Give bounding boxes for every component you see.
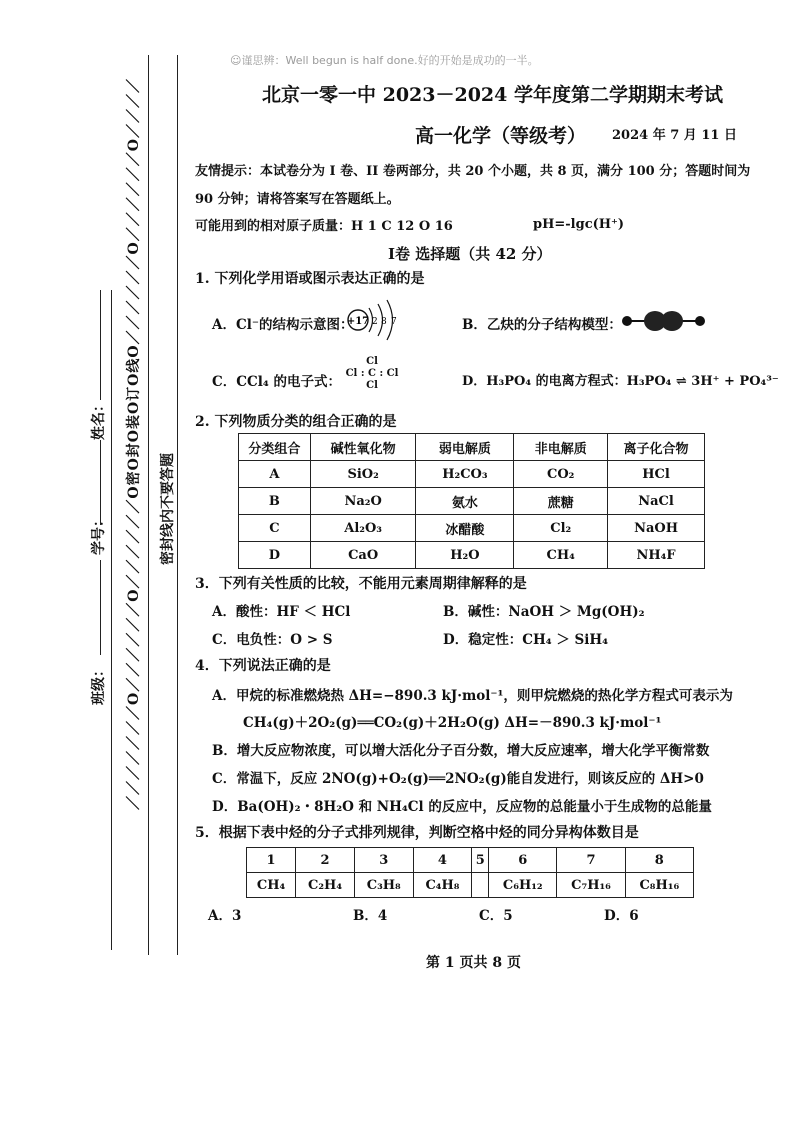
margin-line-middle bbox=[148, 55, 149, 955]
q5-option-d: D．6 bbox=[604, 908, 639, 924]
table-cell: SiO₂ bbox=[310, 461, 416, 488]
exam-title: 北京一零一中 2023－2024 学年度第二学期期末考试 bbox=[262, 84, 723, 106]
table-row bbox=[239, 515, 705, 542]
margin-line-right bbox=[177, 55, 178, 955]
watermark: ☺谨思辨：Well begun is half done.好的开始是成功的一半。 bbox=[230, 54, 539, 67]
q1-stem: 1. 下列化学用语或图示表达正确的是 bbox=[195, 271, 425, 287]
table-cell: A bbox=[239, 461, 311, 488]
table-header-cell: 分类组合 bbox=[239, 434, 311, 461]
student-no-label: 学号： bbox=[91, 513, 107, 555]
q5-option-a: A．3 bbox=[208, 908, 242, 924]
shell-2-count: 8 bbox=[381, 317, 387, 327]
tips-line-2: 90 分钟；请将答案写在答题纸上。 bbox=[195, 192, 400, 207]
table-cell: H₂O bbox=[416, 542, 514, 569]
table-cell: H₂CO₃ bbox=[416, 461, 514, 488]
ccl4-bottom-cl: Cl bbox=[366, 380, 378, 391]
acetylene-model-icon bbox=[620, 308, 708, 334]
atomic-mass-note: 可能用到的相对原子质量：H 1 C 12 O 16 bbox=[195, 219, 453, 234]
table-cell: 7 bbox=[557, 848, 625, 873]
name-label: 姓名： bbox=[91, 398, 107, 440]
seal-line-text: ／／／／／／／O／／／／／／O／／／／／／O密O封O装O订O线O／／／／／／O／／／／／／O／／／／ bbox=[126, 78, 142, 810]
q4-option-a-line-1: A．甲烷的标准燃烧热 ΔH=−890.3 kJ·mol⁻¹，则甲烷燃烧的热化学方程式可表示为 bbox=[212, 688, 733, 704]
chloride-structure-diagram bbox=[345, 298, 405, 342]
ccl4-middle: Cl : C : Cl bbox=[345, 368, 399, 379]
table-cell: B bbox=[239, 488, 311, 515]
section-title: I卷 选择题（共 42 分） bbox=[388, 245, 552, 263]
table-row bbox=[239, 488, 705, 515]
table-header-cell: 弱电解质 bbox=[416, 434, 514, 461]
q4-option-d: D．Ba(OH)₂・8H₂O 和 NH₄Cl 的反应中，反应物的总能量小于生成物的总能量 bbox=[212, 799, 712, 815]
table-cell: C bbox=[239, 515, 311, 542]
q1-option-b: B．乙炔的分子结构模型： bbox=[462, 317, 622, 333]
q5-option-b: B．4 bbox=[353, 908, 388, 924]
table-cell: 5 bbox=[472, 848, 489, 873]
nucleus-charge: +17 bbox=[346, 316, 370, 327]
q4-option-c: C．常温下，反应 2NO(g)+O₂(g)══2NO₂(g)能自发进行，则该反应的 ΔH>0 bbox=[212, 771, 704, 787]
q1-option-d: D．H₃PO₄ 的电离方程式：H₃PO₄ ⇌ 3H⁺ + PO₄³⁻ bbox=[462, 374, 779, 389]
q5-option-c: C．5 bbox=[479, 908, 513, 924]
ph-formula: pH=-lgc(H⁺) bbox=[533, 217, 625, 232]
exam-subtitle: 高一化学（等级考） bbox=[415, 125, 587, 147]
shell-1-count: 2 bbox=[372, 317, 378, 327]
table-cell: HCl bbox=[608, 461, 705, 488]
table-cell: NH₄F bbox=[608, 542, 705, 569]
table-cell: C₂H₄ bbox=[296, 873, 355, 898]
table-cell: 1 bbox=[247, 848, 296, 873]
table-cell: CH₄ bbox=[247, 873, 296, 898]
q3-option-a: A．酸性：HF ＜ HCl bbox=[212, 604, 351, 620]
table-cell: 3 bbox=[354, 848, 413, 873]
table-cell-blank bbox=[472, 873, 489, 898]
table-cell: 蔗糖 bbox=[514, 488, 608, 515]
exam-date: 2024 年 7 月 11 日 bbox=[612, 128, 737, 143]
table-cell: C₇H₁₆ bbox=[557, 873, 625, 898]
table-row bbox=[247, 848, 694, 873]
no-answer-notice: 密封线内不要答题 bbox=[160, 453, 176, 565]
ccl4-electron-formula bbox=[345, 356, 399, 392]
hydrocarbon-table bbox=[246, 847, 694, 898]
table-cell: CO₂ bbox=[514, 461, 608, 488]
classification-table bbox=[238, 433, 705, 569]
table-header-cell: 碱性氧化物 bbox=[310, 434, 416, 461]
q3-stem: 3．下列有关性质的比较，不能用元素周期律解释的是 bbox=[195, 576, 527, 592]
table-cell: CH₄ bbox=[514, 542, 608, 569]
q5-stem: 5．根据下表中烃的分子式排列规律，判断空格中烃的同分异构体数目是 bbox=[195, 825, 639, 841]
q4-stem: 4．下列说法正确的是 bbox=[195, 658, 331, 674]
class-blank bbox=[100, 560, 101, 655]
q4-option-b: B．增大反应物浓度，可以增大活化分子百分数，增大反应速率，增大化学平衡常数 bbox=[212, 743, 710, 759]
table-header-cell: 非电解质 bbox=[514, 434, 608, 461]
table-cell: Na₂O bbox=[310, 488, 416, 515]
table-cell: 8 bbox=[625, 848, 693, 873]
table-header-row bbox=[239, 434, 705, 461]
table-cell: C₈H₁₆ bbox=[625, 873, 693, 898]
name-blank bbox=[100, 290, 101, 400]
table-row bbox=[239, 461, 705, 488]
class-label: 班级： bbox=[91, 663, 107, 705]
table-header-cell: 离子化合物 bbox=[608, 434, 705, 461]
table-cell: C₃H₈ bbox=[354, 873, 413, 898]
tips-line-1: 友情提示：本试卷分为 I 卷、II 卷两部分，共 20 个小题，共 8 页，满分 100 分；答题时间为 bbox=[195, 164, 751, 179]
table-cell: 4 bbox=[413, 848, 472, 873]
table-cell: Al₂O₃ bbox=[310, 515, 416, 542]
table-cell: 6 bbox=[489, 848, 557, 873]
ccl4-top-cl: Cl bbox=[366, 356, 378, 367]
table-cell: C₆H₁₂ bbox=[489, 873, 557, 898]
margin-line-left bbox=[111, 290, 112, 950]
q3-option-d: D．稳定性：CH₄ ＞ SiH₄ bbox=[443, 632, 609, 648]
q3-option-b: B．碱性：NaOH ＞ Mg(OH)₂ bbox=[443, 604, 645, 620]
table-cell: Cl₂ bbox=[514, 515, 608, 542]
shell-3-count: 7 bbox=[391, 317, 397, 327]
table-cell: NaOH bbox=[608, 515, 705, 542]
student-no-blank bbox=[100, 440, 101, 525]
page-number: 第 1 页共 8 页 bbox=[426, 955, 521, 971]
q4-option-a-line-2: CH₄(g)＋2O₂(g)══CO₂(g)＋2H₂O(g) ΔH=－890.3 kJ·mol⁻¹ bbox=[243, 715, 662, 731]
table-cell: C₄H₈ bbox=[413, 873, 472, 898]
q3-option-c: C．电负性：O > S bbox=[212, 632, 333, 648]
table-cell: NaCl bbox=[608, 488, 705, 515]
q1-option-c: C．CCl₄ 的电子式： bbox=[212, 374, 341, 390]
table-cell: 氨水 bbox=[416, 488, 514, 515]
table-cell: D bbox=[239, 542, 311, 569]
q1-option-a: A．Cl⁻的结构示意图： bbox=[212, 317, 354, 333]
table-row bbox=[247, 873, 694, 898]
q2-stem: 2. 下列物质分类的组合正确的是 bbox=[195, 414, 397, 430]
table-row bbox=[239, 542, 705, 569]
table-cell: 2 bbox=[296, 848, 355, 873]
table-cell: CaO bbox=[310, 542, 416, 569]
table-cell: 冰醋酸 bbox=[416, 515, 514, 542]
